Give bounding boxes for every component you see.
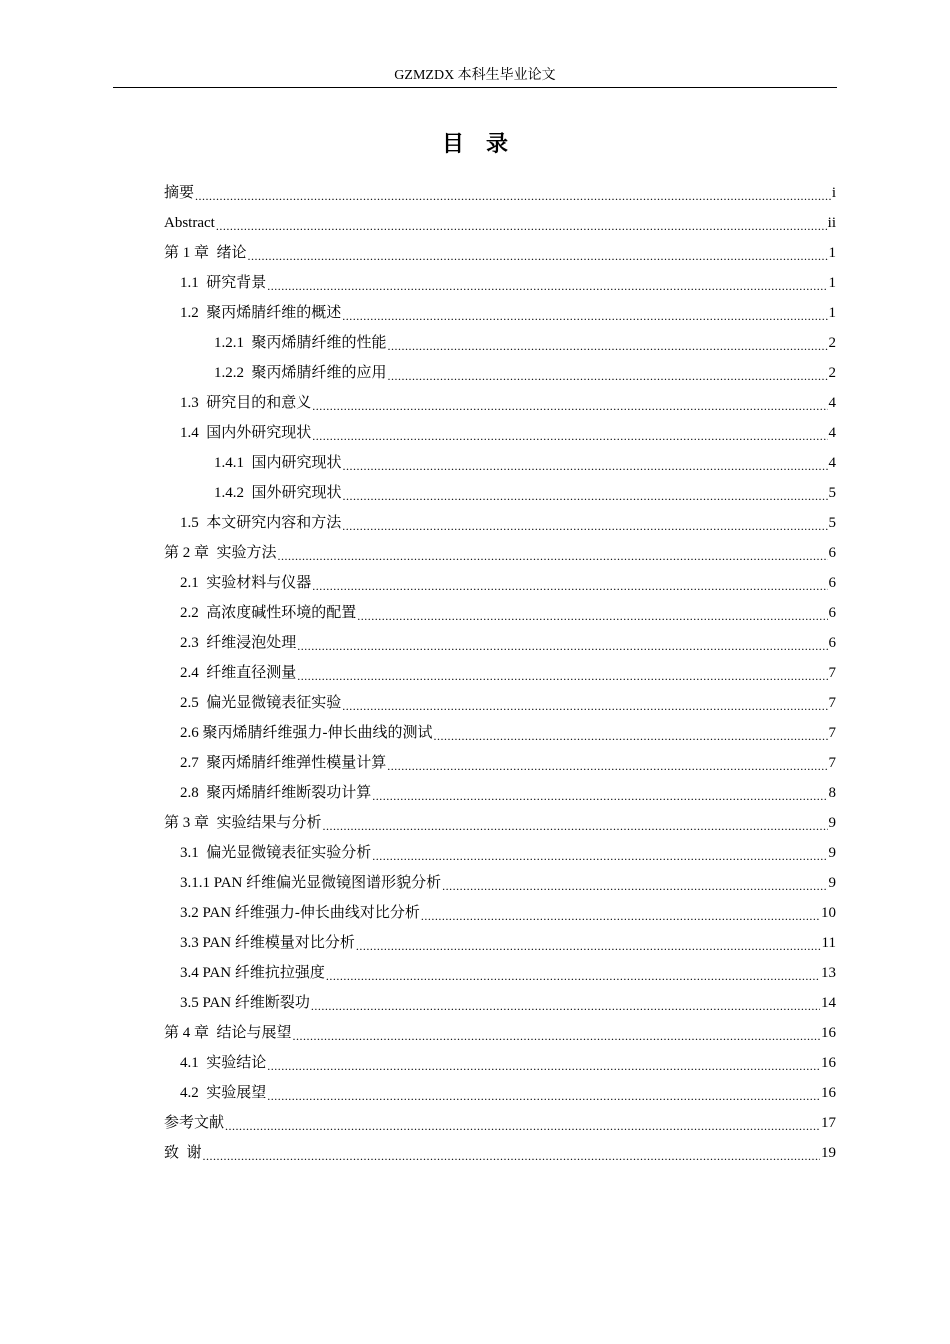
toc-entry[interactable] bbox=[164, 475, 836, 505]
toc-dot-leader bbox=[312, 579, 827, 593]
toc-entry-label: 3.2 PAN 纤维强力-伸长曲线对比分析 bbox=[180, 905, 420, 921]
toc-dot-leader bbox=[442, 879, 827, 893]
toc-dot-leader bbox=[342, 699, 827, 713]
toc-entry-label: 2.8 聚丙烯腈纤维断裂功计算 bbox=[180, 785, 372, 801]
toc-dot-leader bbox=[434, 729, 828, 743]
toc-entry-page-number: 5 bbox=[828, 515, 836, 531]
toc-entry-label: Abstract bbox=[164, 215, 215, 231]
toc-entry[interactable] bbox=[164, 1135, 836, 1165]
toc-entry-page-number: 1 bbox=[828, 245, 836, 261]
toc-dot-leader bbox=[293, 1029, 820, 1043]
toc-entry[interactable] bbox=[164, 235, 836, 265]
toc-entry-page-number: 6 bbox=[828, 605, 836, 621]
toc-entry-label: 3.4 PAN 纤维抗拉强度 bbox=[180, 965, 325, 981]
toc-entry-label: 3.1 偏光显微镜表征实验分析 bbox=[180, 845, 372, 861]
toc-entry-page-number: 16 bbox=[821, 1025, 836, 1041]
toc-entry[interactable] bbox=[164, 925, 836, 955]
toc-entry-page-number: 2 bbox=[828, 365, 836, 381]
toc-entry-label: 2.3 纤维浸泡处理 bbox=[180, 635, 297, 651]
toc-entry[interactable] bbox=[164, 415, 836, 445]
toc-entry-page-number: 14 bbox=[821, 995, 836, 1011]
toc-entry-page-number: 11 bbox=[821, 935, 836, 951]
toc-entry-page-number: 1 bbox=[828, 305, 836, 321]
toc-dot-leader bbox=[267, 1059, 820, 1073]
toc-entry[interactable] bbox=[164, 655, 836, 685]
toc-entry-label: 参考文献 bbox=[164, 1115, 225, 1131]
toc-entry[interactable] bbox=[164, 505, 836, 535]
toc-dot-leader bbox=[387, 759, 827, 773]
toc-entry-label: 1.4.1 国内研究现状 bbox=[214, 455, 342, 471]
toc-dot-leader bbox=[421, 909, 820, 923]
toc-entry[interactable] bbox=[164, 685, 836, 715]
toc-entry-label: 1.2.1 聚丙烯腈纤维的性能 bbox=[214, 335, 387, 351]
toc-dot-leader bbox=[203, 1149, 820, 1163]
toc-dot-leader bbox=[326, 969, 820, 983]
toc-entry-label: 4.2 实验展望 bbox=[180, 1085, 267, 1101]
toc-dot-leader bbox=[312, 399, 827, 413]
table-of-contents bbox=[164, 175, 836, 1165]
toc-entry[interactable] bbox=[164, 835, 836, 865]
toc-entry[interactable] bbox=[164, 565, 836, 595]
toc-entry[interactable] bbox=[164, 1015, 836, 1045]
toc-dot-leader bbox=[388, 339, 828, 353]
toc-entry-page-number: 4 bbox=[828, 455, 836, 471]
toc-entry-page-number: 13 bbox=[821, 965, 836, 981]
toc-entry[interactable] bbox=[164, 325, 836, 355]
toc-entry-label: 3.3 PAN 纤维模量对比分析 bbox=[180, 935, 355, 951]
toc-entry-page-number: 16 bbox=[821, 1085, 836, 1101]
toc-entry-page-number: 7 bbox=[828, 695, 836, 711]
toc-entry[interactable] bbox=[164, 385, 836, 415]
toc-dot-leader bbox=[267, 1089, 820, 1103]
toc-entry-label: 3.1.1 PAN 纤维偏光显微镜图谱形貌分析 bbox=[180, 875, 442, 891]
toc-dot-leader bbox=[195, 189, 831, 203]
toc-dot-leader bbox=[267, 279, 827, 293]
toc-entry-page-number: 6 bbox=[828, 545, 836, 561]
toc-dot-leader bbox=[225, 1119, 820, 1133]
toc-entry[interactable] bbox=[164, 1045, 836, 1075]
toc-entry-label: 1.2.2 聚丙烯腈纤维的应用 bbox=[214, 365, 387, 381]
toc-dot-leader bbox=[356, 939, 821, 953]
toc-entry-page-number: 9 bbox=[828, 815, 836, 831]
page-header bbox=[113, 66, 837, 88]
toc-entry-page-number: i bbox=[831, 185, 836, 201]
toc-entry[interactable] bbox=[164, 295, 836, 325]
toc-entry-page-number: 8 bbox=[828, 785, 836, 801]
toc-entry-label: 1.4.2 国外研究现状 bbox=[214, 485, 342, 501]
toc-entry-page-number: 2 bbox=[828, 335, 836, 351]
toc-dot-leader bbox=[248, 249, 828, 263]
toc-entry-page-number: 7 bbox=[828, 755, 836, 771]
toc-entry[interactable] bbox=[164, 205, 836, 235]
toc-entry[interactable] bbox=[164, 775, 836, 805]
toc-entry-label: 1.5 本文研究内容和方法 bbox=[180, 515, 342, 531]
toc-entry-label: 2.5 偏光显微镜表征实验 bbox=[180, 695, 342, 711]
toc-entry[interactable] bbox=[164, 535, 836, 565]
toc-dot-leader bbox=[388, 369, 828, 383]
toc-dot-leader bbox=[216, 219, 827, 233]
toc-entry[interactable] bbox=[164, 595, 836, 625]
toc-entry-page-number: 6 bbox=[828, 575, 836, 591]
toc-entry-label: 第 4 章 结论与展望 bbox=[164, 1025, 292, 1041]
toc-dot-leader bbox=[372, 789, 827, 803]
toc-entry-page-number: 4 bbox=[828, 395, 836, 411]
toc-entry-page-number: 16 bbox=[821, 1055, 836, 1071]
toc-dot-leader bbox=[311, 999, 820, 1013]
toc-entry-page-number: 17 bbox=[821, 1115, 836, 1131]
toc-entry-label: 1.4 国内外研究现状 bbox=[180, 425, 312, 441]
toc-entry-page-number: 6 bbox=[828, 635, 836, 651]
toc-dot-leader bbox=[297, 639, 827, 653]
toc-entry-page-number: 19 bbox=[821, 1145, 836, 1161]
page-header-text: GZMZDX 本科生毕业论文 bbox=[394, 68, 556, 83]
toc-entry-label: 2.2 高浓度碱性环境的配置 bbox=[180, 605, 357, 621]
toc-entry[interactable] bbox=[164, 445, 836, 475]
toc-entry-label: 2.7 聚丙烯腈纤维弹性模量计算 bbox=[180, 755, 387, 771]
toc-entry[interactable] bbox=[164, 625, 836, 655]
toc-entry[interactable] bbox=[164, 1075, 836, 1105]
toc-dot-leader bbox=[312, 429, 827, 443]
toc-dot-leader bbox=[357, 609, 827, 623]
toc-dot-leader bbox=[297, 669, 827, 683]
toc-entry-label: 2.4 纤维直径测量 bbox=[180, 665, 297, 681]
toc-entry-label: 第 1 章 绪论 bbox=[164, 245, 247, 261]
toc-entry[interactable] bbox=[164, 805, 836, 835]
toc-entry[interactable] bbox=[164, 985, 836, 1015]
toc-entry[interactable] bbox=[164, 955, 836, 985]
toc-dot-leader bbox=[372, 849, 827, 863]
toc-entry[interactable] bbox=[164, 895, 836, 925]
toc-entry-page-number: 10 bbox=[821, 905, 836, 921]
toc-dot-leader bbox=[323, 819, 828, 833]
toc-entry-label: 1.1 研究背景 bbox=[180, 275, 267, 291]
toc-dot-leader bbox=[342, 309, 827, 323]
toc-entry-label: 4.1 实验结论 bbox=[180, 1055, 267, 1071]
toc-entry-page-number: 7 bbox=[828, 725, 836, 741]
toc-title: 目录 bbox=[441, 132, 530, 157]
toc-dot-leader bbox=[343, 459, 828, 473]
toc-entry-label: 致 谢 bbox=[164, 1145, 202, 1161]
toc-entry[interactable] bbox=[164, 265, 836, 295]
toc-entry-label: 第 2 章 实验方法 bbox=[164, 545, 277, 561]
toc-entry-label: 1.2 聚丙烯腈纤维的概述 bbox=[180, 305, 342, 321]
toc-entry[interactable] bbox=[164, 715, 836, 745]
toc-entry[interactable] bbox=[164, 745, 836, 775]
toc-entry-label: 摘要 bbox=[164, 185, 195, 201]
toc-dot-leader bbox=[278, 549, 828, 563]
toc-entry-label: 2.6 聚丙烯腈纤维强力-伸长曲线的测试 bbox=[180, 725, 433, 741]
toc-entry-label: 2.1 实验材料与仪器 bbox=[180, 575, 312, 591]
toc-entry-page-number: ii bbox=[827, 215, 836, 231]
toc-entry-page-number: 9 bbox=[828, 845, 836, 861]
toc-entry[interactable] bbox=[164, 865, 836, 895]
toc-entry-label: 3.5 PAN 纤维断裂功 bbox=[180, 995, 310, 1011]
toc-entry-page-number: 7 bbox=[828, 665, 836, 681]
toc-dot-leader bbox=[342, 519, 827, 533]
toc-entry[interactable] bbox=[164, 1105, 836, 1135]
toc-entry-label: 第 3 章 实验结果与分析 bbox=[164, 815, 322, 831]
toc-dot-leader bbox=[343, 489, 828, 503]
toc-entry-page-number: 9 bbox=[828, 875, 836, 891]
toc-entry[interactable] bbox=[164, 175, 836, 205]
toc-entry-page-number: 5 bbox=[828, 485, 836, 501]
toc-entry-page-number: 1 bbox=[828, 275, 836, 291]
toc-entry-page-number: 4 bbox=[828, 425, 836, 441]
toc-entry[interactable] bbox=[164, 355, 836, 385]
toc-entry-label: 1.3 研究目的和意义 bbox=[180, 395, 312, 411]
